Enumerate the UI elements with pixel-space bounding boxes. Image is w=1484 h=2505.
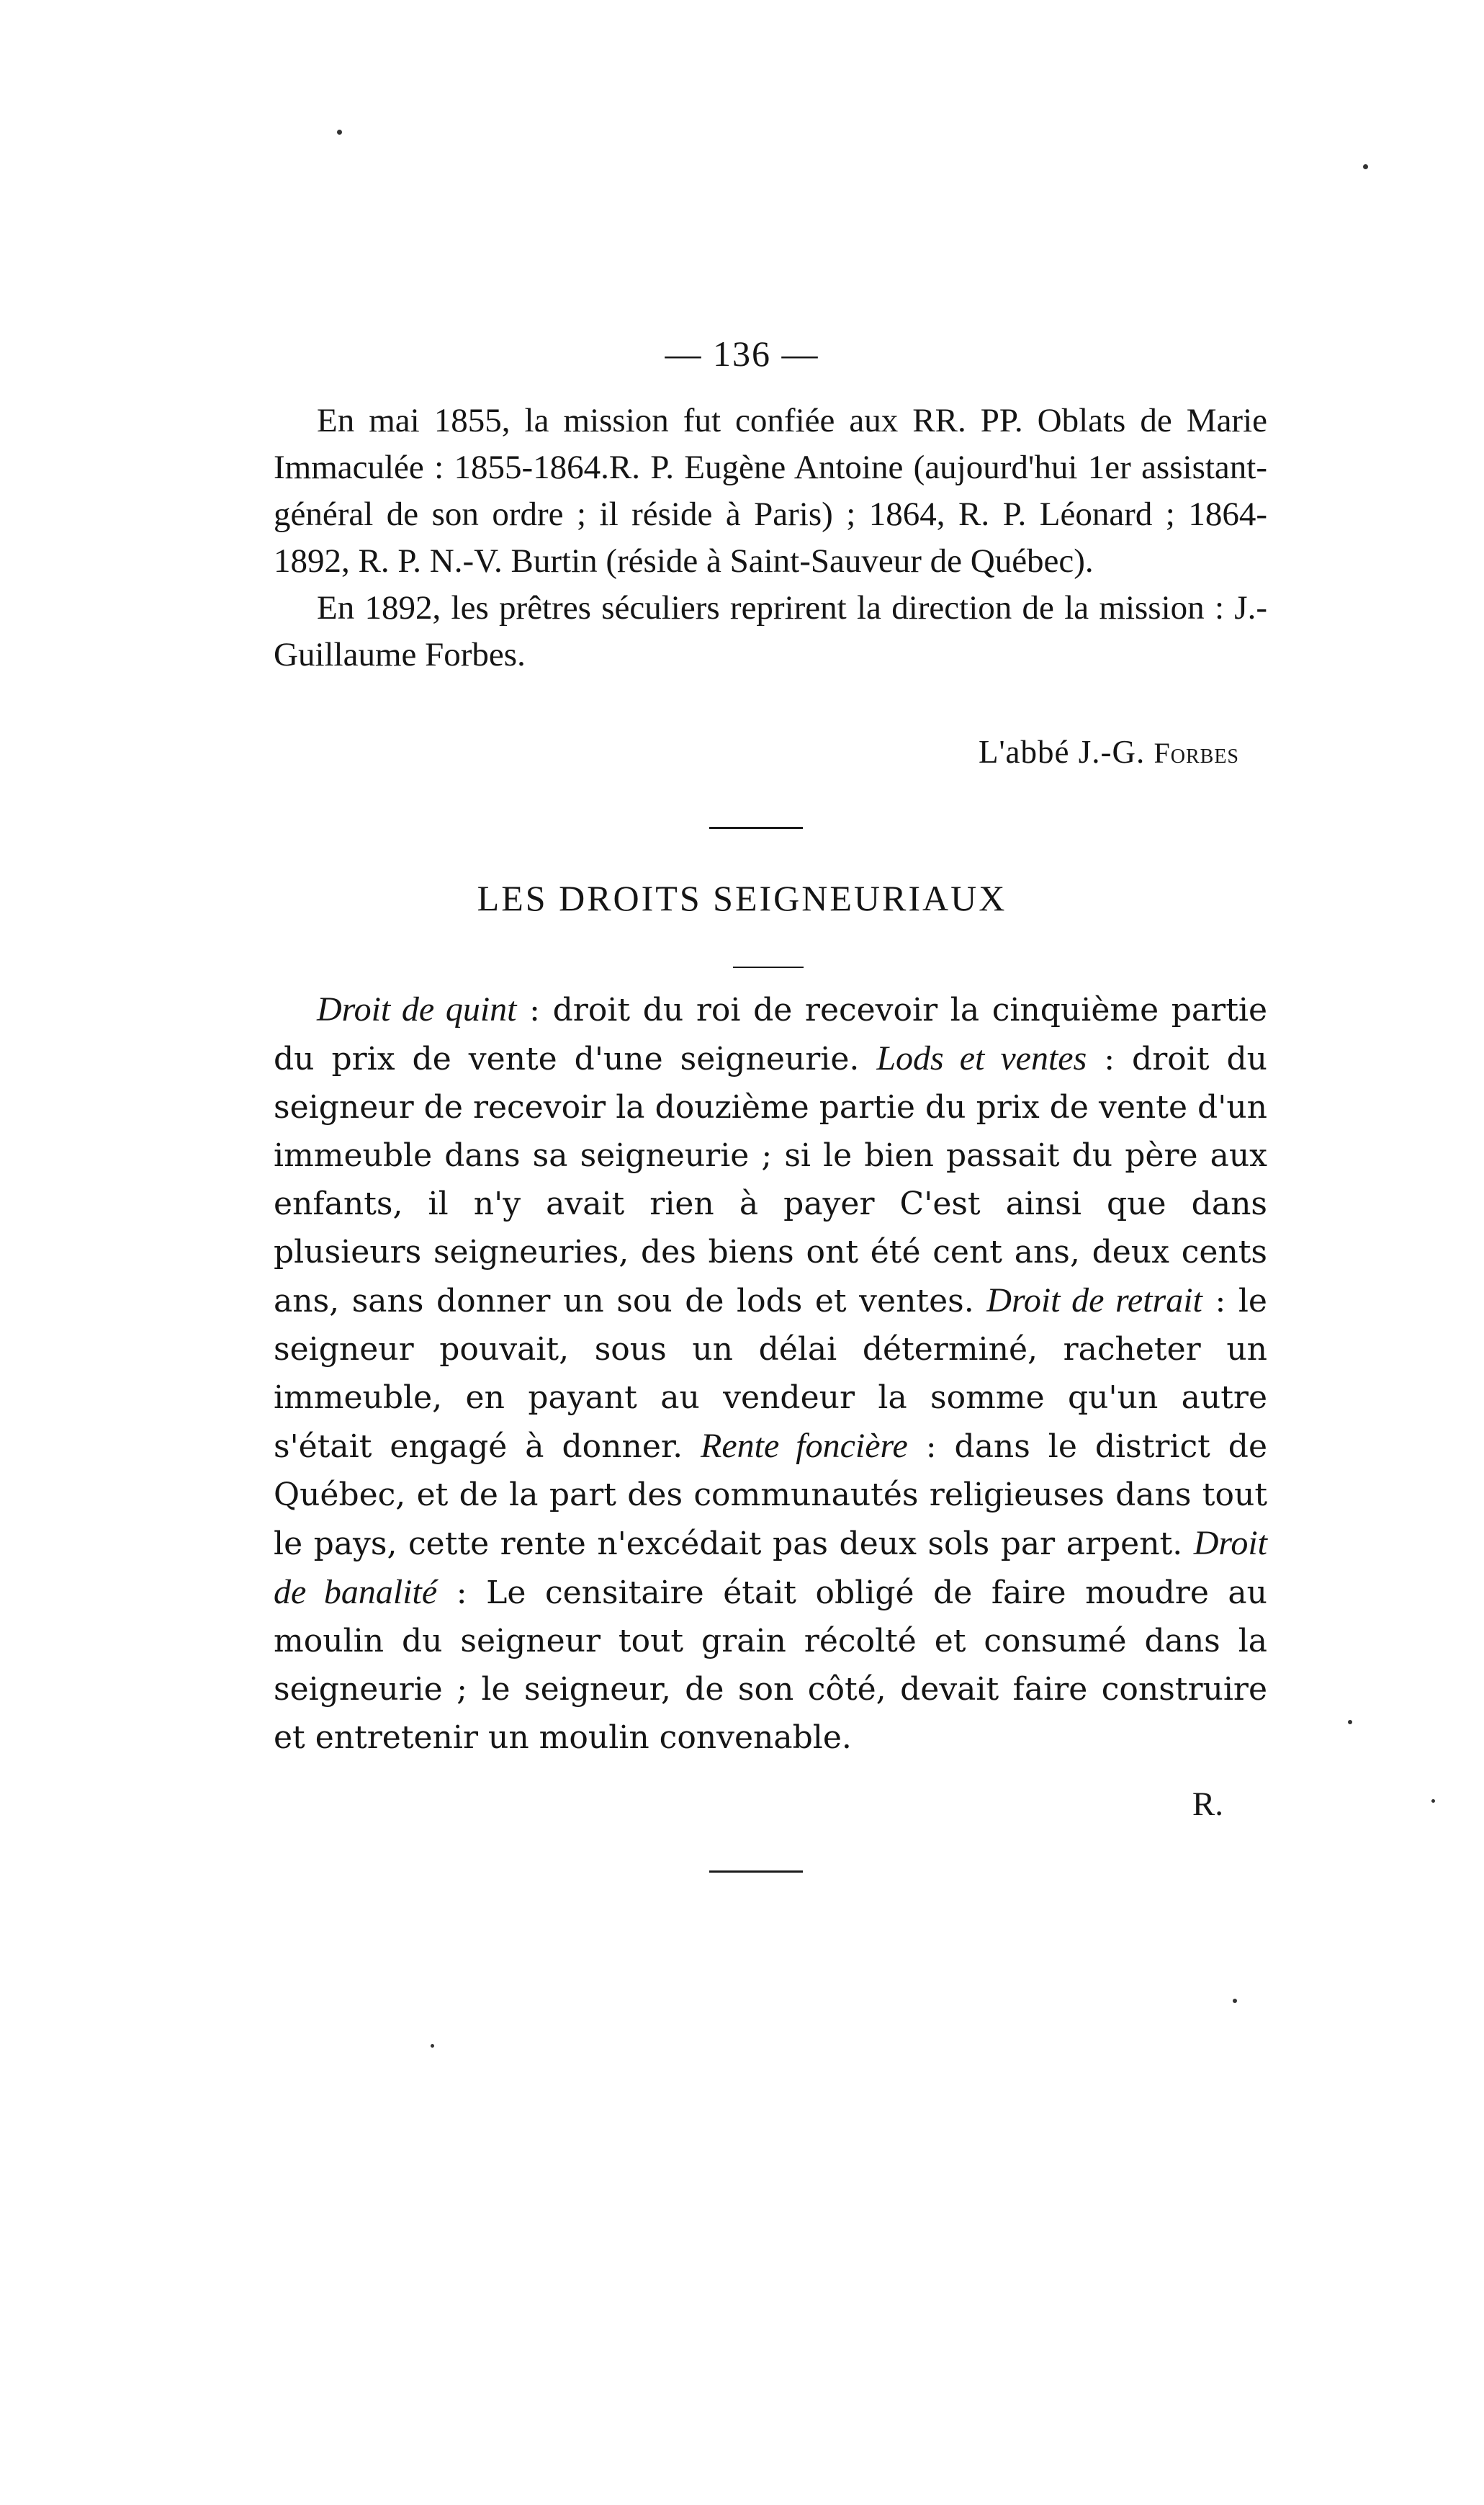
scan-speck xyxy=(1431,1799,1435,1803)
intro-paragraph-2: En 1892, les prêtres séculiers reprirent la direction de la mission : J.-Guillaume Forbes. xyxy=(274,589,1267,673)
scan-speck xyxy=(337,130,342,135)
definition-rente-fonciere: : dans le district de Québec, et de la part des communautés religieuses dans tout le pays, cette rente n'excédait pas deux sols par arpent. xyxy=(274,1428,1267,1562)
term-droit-de-quint: Droit de quint xyxy=(317,990,517,1029)
section-body xyxy=(274,985,1267,1762)
definition-lods-et-ventes: : droit du seigneur de recevoir la douzième partie du prix de vente d'un immeuble dans sa seigneurie ; si le bien passait du père aux enfants, il n'y avait rien à payer C'est ainsi que dans plusieurs seigneuries, des biens ont été cent ans, deux cents ans, sans donner un sou de lods et ventes. xyxy=(274,1041,1267,1319)
term-droit-de-retrait: Droit de retrait xyxy=(986,1281,1202,1319)
signature-name: Forbes xyxy=(1154,737,1239,769)
author-signature xyxy=(979,733,1239,771)
section-title: LES DROITS SEIGNEURIAUX xyxy=(477,878,1007,918)
term-droit-de-banalite: Droit de banalité xyxy=(274,1524,1267,1611)
scan-speck xyxy=(1348,1720,1352,1724)
term-rente-fonciere: Rente foncière xyxy=(701,1427,908,1465)
scan-speck xyxy=(1233,1999,1237,2003)
signature-prefix: L'abbé J.-G. xyxy=(978,734,1154,770)
section-divider-bottom xyxy=(709,1870,803,1873)
section-divider-top xyxy=(709,827,803,829)
definition-droit-de-quint: : droit du roi de recevoir la cinquième partie du prix de vente d'une seigneurie. xyxy=(274,992,1267,1077)
body-paragraph xyxy=(274,985,1267,1762)
definition-droit-de-banalite: : Le censitaire était obligé de faire moudre au moulin du seigneur tout grain récolté et consumé dans la seigneurie ; le seigneur, de son côté, devait faire construire et entretenir un moulin convenable. xyxy=(274,1574,1267,1756)
author-initial: R. xyxy=(1192,1785,1223,1823)
intro-text xyxy=(274,398,1267,678)
definition-droit-de-retrait: : le seigneur pouvait, sous un délai déterminé, racheter un immeuble, en payant au vendeur la somme qu'un autre s'était engagé à donner. xyxy=(274,1283,1267,1465)
intro-paragraph-1: En mai 1855, la mission fut confiée aux RR. PP. Oblats de Marie Immaculée : 1855-1864.R. P. Eugène Antoine (aujourd'hui 1er assistant-général de son ordre ; il réside à Paris) ; 1864, R. P. Léonard ; 1864-1892, R. P. N.-V. Burtin (réside à Saint-Sauveur de Québec). xyxy=(274,402,1267,580)
scan-speck xyxy=(1363,164,1368,169)
term-lods-et-ventes: Lods et ventes xyxy=(876,1039,1087,1077)
title-underline xyxy=(733,967,804,968)
page-number: — 136 — xyxy=(665,333,819,374)
scan-speck xyxy=(431,2044,434,2048)
